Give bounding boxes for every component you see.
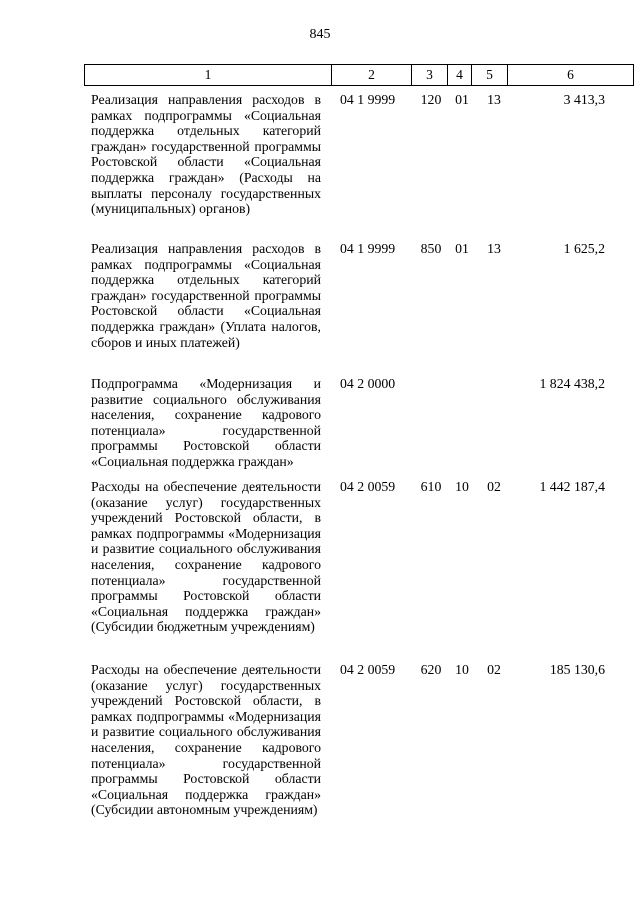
row-amount: 1 442 187,4 [539,479,605,494]
row-subsection: 02 [487,662,501,677]
row-description: Расходы на обеспечение деятельности (оказание услуг) государственных учреждений Ростовской области, в рамках подпрограммы «Модернизация и развитие социального обслуживания населения, сохранение кадрового потенциала» государственной программы Ростовской области «Социальная поддержка граждан» (Субсидии бюджетным учреждениям) [91,479,321,635]
row-section: 01 [455,92,469,107]
header-col-1: 1 [84,65,331,85]
row-section: 10 [455,662,469,677]
row-subsection: 13 [487,92,501,107]
row-section: 01 [455,241,469,256]
header-col-2: 2 [331,65,411,85]
row-target-code: 04 1 9999 [340,92,396,107]
row-target-code: 04 2 0059 [340,662,396,677]
table-header [84,64,634,86]
page-number: 845 [309,27,331,42]
row-target-code: 04 2 0059 [340,479,396,494]
row-target-code: 04 2 0000 [340,376,396,391]
row-amount: 185 130,6 [549,662,605,677]
row-description: Реализация направления расходов в рамках подпрограммы «Социальная поддержка отдельных категорий граждан» государственной программы Ростовской области «Социальная поддержка граждан» (Уплата налогов, сборов и иных платежей) [91,241,321,350]
row-expense-type: 620 [420,662,442,677]
header-col-5: 5 [471,65,507,85]
row-amount: 3 413,3 [563,92,605,107]
row-expense-type: 120 [420,92,442,107]
row-expense-type: 610 [420,479,442,494]
row-description: Подпрограмма «Модернизация и развитие социального обслуживания населения, сохранение кадрового потенциала» государственной программы Ростовской области «Социальная поддержка граждан» [91,376,321,469]
header-col-4: 4 [447,65,471,85]
header-col-3: 3 [411,65,447,85]
row-subsection: 13 [487,241,501,256]
row-amount: 1 625,2 [563,241,605,256]
row-section: 10 [455,479,469,494]
header-col-6: 6 [507,65,634,85]
row-target-code: 04 1 9999 [340,241,396,256]
row-description: Расходы на обеспечение деятельности (оказание услуг) государственных учреждений Ростовской области, в рамках подпрограммы «Модернизация и развитие социального обслуживания населения, сохранение кадрового потенциала» государственной программы Ростовской области «Социальная поддержка граждан» (Субсидии автономным учреждениям) [91,662,321,818]
row-subsection: 02 [487,479,501,494]
row-amount: 1 824 438,2 [539,376,605,391]
row-description: Реализация направления расходов в рамках подпрограммы «Социальная поддержка отдельных категорий граждан» государственной программы Ростовской области «Социальная поддержка граждан» (Расходы на выплаты персоналу государственных (муниципальных) органов) [91,92,321,217]
row-expense-type: 850 [420,241,442,256]
